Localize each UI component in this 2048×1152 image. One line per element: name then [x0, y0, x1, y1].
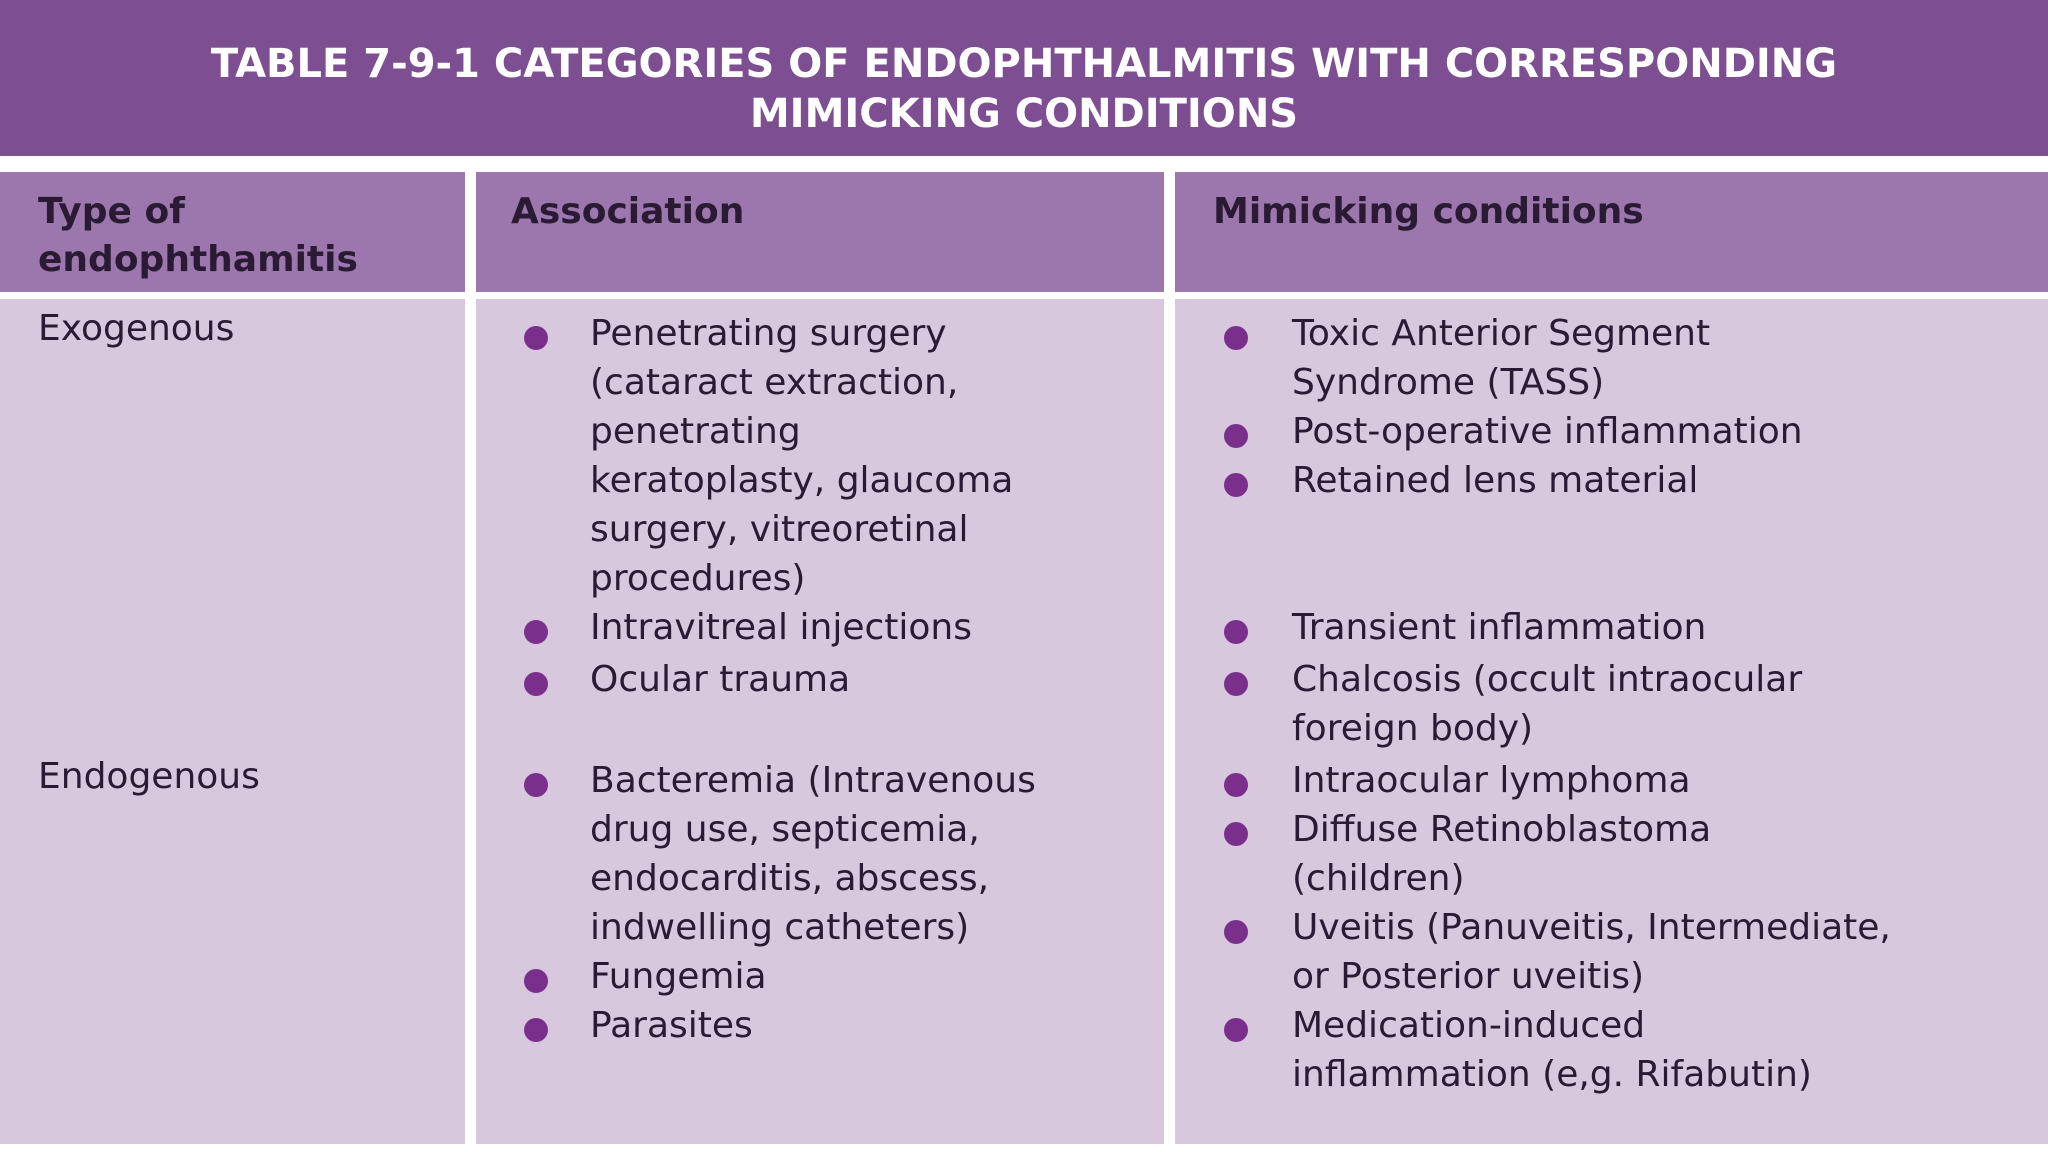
bullet-icon — [1224, 920, 1248, 944]
mimicking-item-line: Uveitis (Panuveitis, Intermediate, — [1292, 907, 1891, 948]
association-item-line: indwelling catheters) — [590, 907, 970, 948]
bullet-icon — [1224, 326, 1248, 350]
bullet-icon — [524, 1018, 548, 1042]
association-item — [590, 309, 1013, 603]
header-mimicking-conditions — [1175, 172, 2048, 292]
association-item-line: Ocular trauma — [590, 659, 851, 700]
header-type-line-2: endophthamitis — [38, 239, 358, 280]
mimicking-item — [1292, 407, 1803, 456]
association-item — [590, 952, 767, 1001]
bullet-icon — [1224, 822, 1248, 846]
mimicking-item-line: Intraocular lymphoma — [1292, 760, 1691, 801]
association-item-line: Penetrating surgery — [590, 313, 947, 354]
association-item-line: penetrating — [590, 411, 801, 452]
association-item-line: Fungemia — [590, 956, 767, 997]
mimicking-item-line: Transient inflammation — [1292, 607, 1707, 648]
mimicking-item-line: inflammation (e,g. Rifabutin) — [1292, 1054, 1812, 1095]
header-type-of-endophthalmitis — [0, 172, 465, 292]
mimicking-item-line: Chalcosis (occult intraocular — [1292, 659, 1803, 700]
mimicking-item — [1292, 655, 1802, 753]
bullet-icon — [1224, 473, 1248, 497]
column-type — [0, 299, 465, 1144]
row-type-exogenous: Exogenous — [38, 308, 235, 349]
association-item-line: keratoplasty, glaucoma — [590, 460, 1014, 501]
bullet-icon — [524, 620, 548, 644]
header-association-label: Association — [511, 191, 745, 232]
bullet-icon — [1224, 620, 1248, 644]
association-item-line: Parasites — [590, 1005, 753, 1046]
mimicking-item — [1292, 903, 1891, 1001]
mimicking-item — [1292, 456, 1698, 505]
bullet-icon — [524, 672, 548, 696]
table-title-line-1: TABLE 7-9-1 CATEGORIES OF ENDOPHTHALMITIS WITH CORRESPONDING — [210, 41, 1838, 87]
bullet-icon — [1224, 424, 1248, 448]
row-type-endogenous: Endogenous — [38, 756, 260, 797]
header-association — [476, 172, 1164, 292]
mimicking-item — [1292, 805, 1711, 903]
mimicking-item-line: Retained lens material — [1292, 460, 1699, 501]
bullet-icon — [524, 326, 548, 350]
mimicking-item-line: or Posterior uveitis) — [1292, 956, 1645, 997]
association-item-line: surgery, vitreoretinal — [590, 509, 969, 550]
table-title-bar — [0, 0, 2048, 156]
bullet-icon — [1224, 773, 1248, 797]
association-item — [590, 603, 972, 652]
bullet-icon — [1224, 672, 1248, 696]
bullet-icon — [1224, 1018, 1248, 1042]
association-item-line: (cataract extraction, — [590, 362, 959, 403]
association-item-line: Intravitreal injections — [590, 607, 972, 648]
mimicking-item-line: (children) — [1292, 858, 1465, 899]
bullet-icon — [524, 773, 548, 797]
bullet-icon — [524, 969, 548, 993]
mimicking-item-line: foreign body) — [1292, 708, 1534, 749]
mimicking-item-line: Syndrome (TASS) — [1292, 362, 1605, 403]
association-item — [590, 1001, 753, 1050]
header-mimicking-label: Mimicking conditions — [1213, 191, 1644, 232]
mimicking-item-line: Diffuse Retinoblastoma — [1292, 809, 1712, 850]
association-item — [590, 756, 1036, 952]
association-item-line: endocarditis, abscess, — [590, 858, 990, 899]
header-type-line-1: Type of — [38, 191, 185, 232]
mimicking-item — [1292, 1001, 1812, 1099]
association-item-line: drug use, septicemia, — [590, 809, 980, 850]
association-item-line: procedures) — [590, 558, 806, 599]
association-item — [590, 655, 850, 704]
association-item-line: Bacteremia (Intravenous — [590, 760, 1036, 801]
mimicking-item-line: Medication-induced — [1292, 1005, 1646, 1046]
mimicking-item — [1292, 603, 1706, 652]
table-title-line-2: MIMICKING CONDITIONS — [749, 91, 1299, 137]
mimicking-item-line: Toxic Anterior Segment — [1292, 313, 1711, 354]
mimicking-item-line: Post-operative inflammation — [1292, 411, 1803, 452]
mimicking-item — [1292, 309, 1710, 407]
mimicking-item — [1292, 756, 1691, 805]
